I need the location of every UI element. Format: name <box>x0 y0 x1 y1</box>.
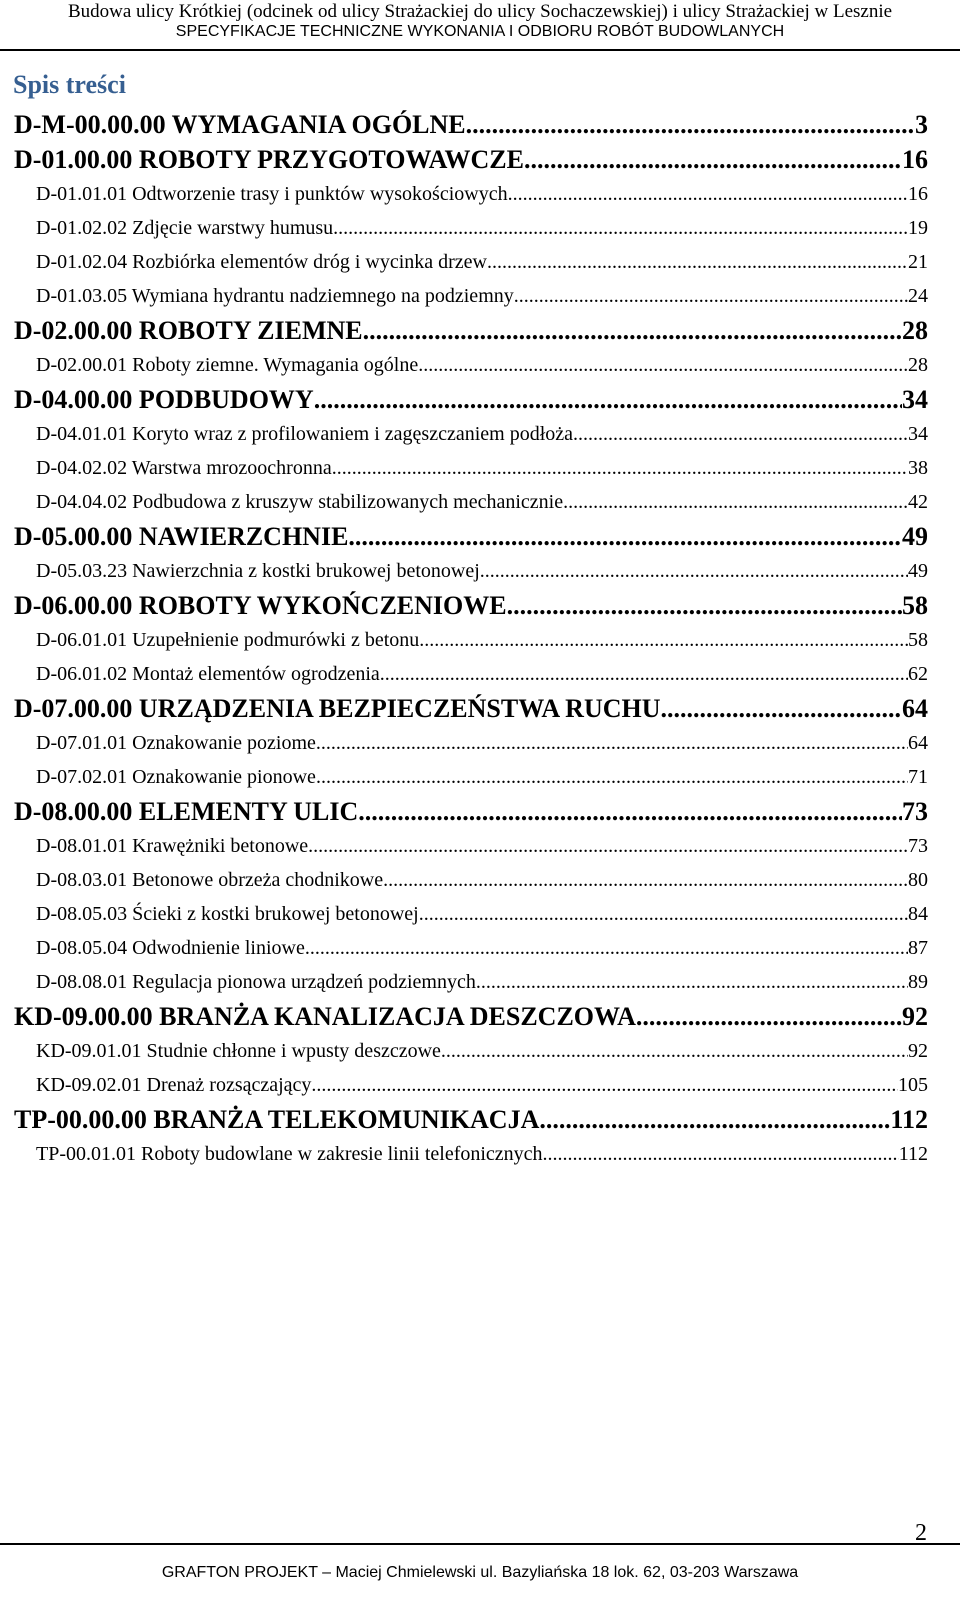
toc-entry-page: 73 <box>902 797 928 826</box>
toc-dot-leader <box>363 313 902 348</box>
toc-dot-leader <box>308 829 908 863</box>
toc-subsection-entry[interactable] <box>14 1034 928 1068</box>
toc-dot-leader <box>314 382 902 417</box>
toc-entry-label: D-04.00.00 PODBUDOWY <box>14 385 314 414</box>
toc-subsection-entry[interactable] <box>14 1137 928 1171</box>
toc-entry-label: D-08.05.04 Odwodnienie liniowe <box>36 937 305 959</box>
toc-section-entry[interactable] <box>14 313 928 348</box>
toc-subsection-entry[interactable] <box>14 863 928 897</box>
toc-entry-page: 49 <box>908 560 928 582</box>
toc-entry-label: D-06.01.01 Uzupełnienie podmurówki z betonu <box>36 629 420 651</box>
toc-subsection-entry[interactable] <box>14 177 928 211</box>
page-footer <box>0 1543 960 1609</box>
toc-dot-leader <box>441 1034 908 1068</box>
document-title: Budowa ulicy Krótkiej (odcinek od ulicy Strażackiej do ulicy Sochaczewskiej) i ulicy Strażackiej w Lesznie <box>67 1 893 22</box>
toc-entry-label: D-08.05.03 Ścieki z kostki brukowej betonowej <box>36 903 419 925</box>
toc-dot-leader <box>507 588 902 623</box>
toc-entry-page: 42 <box>908 491 928 513</box>
toc-entry-page: 112 <box>898 1143 928 1165</box>
toc-entry-page: 112 <box>890 1105 928 1134</box>
toc-entry-page: 84 <box>908 903 928 925</box>
toc-entry-label: D-01.02.02 Zdjęcie warstwy humusu <box>36 217 334 239</box>
toc-entry-page: 24 <box>908 285 928 307</box>
toc-dot-leader <box>305 931 908 965</box>
toc-entry-page: 3 <box>915 110 928 139</box>
toc-section-entry[interactable] <box>14 999 928 1034</box>
toc-dot-leader <box>476 965 908 999</box>
toc-entry-page: 87 <box>908 937 928 959</box>
toc-dot-leader <box>563 485 908 519</box>
toc-subsection-entry[interactable] <box>14 417 928 451</box>
toc-entry-label: D-01.00.00 ROBOTY PRZYGOTOWAWCZE <box>14 145 524 174</box>
toc-entry-page: 62 <box>908 663 928 685</box>
toc-entry-label: D-08.00.00 ELEMENTY ULIC <box>14 797 359 826</box>
toc-subsection-entry[interactable] <box>14 657 928 691</box>
toc-entry-label: D-01.03.05 Wymiana hydrantu nadziemnego na podziemny <box>36 285 514 307</box>
toc-subsection-entry[interactable] <box>14 451 928 485</box>
toc-entry-label: TP-00.00.00 BRANŻA TELEKOMUNIKACJA <box>14 1105 540 1134</box>
toc-entry-label: D-07.01.01 Oznakowanie poziome <box>36 732 316 754</box>
toc-entry-label: KD-09.01.01 Studnie chłonne i wpusty deszczowe <box>36 1040 441 1062</box>
toc-entry-page: 28 <box>908 354 928 376</box>
toc-subsection-entry[interactable] <box>14 897 928 931</box>
toc-section-entry[interactable] <box>14 1102 928 1137</box>
toc-entry-page: 89 <box>908 971 928 993</box>
toc-dot-leader <box>419 897 908 931</box>
toc-entry-page: 73 <box>908 835 928 857</box>
toc-entry-label: D-04.01.01 Koryto wraz z profilowaniem i zagęszczaniem podłoża <box>36 423 574 445</box>
toc-dot-leader <box>333 211 908 245</box>
toc-subsection-entry[interactable] <box>14 554 928 588</box>
toc-subsection-entry[interactable] <box>14 485 928 519</box>
toc-entry-page: 92 <box>902 1002 928 1031</box>
toc-entry-page: 16 <box>908 183 928 205</box>
toc-dot-leader <box>380 657 908 691</box>
toc-dot-leader <box>383 863 908 897</box>
toc-entry-label: D-06.00.00 ROBOTY WYKOŃCZENIOWE <box>14 591 507 620</box>
toc-entry-page: 38 <box>908 457 928 479</box>
toc-entry-page: 80 <box>908 869 928 891</box>
toc-entry-page: 16 <box>902 145 928 174</box>
toc-dot-leader <box>661 691 903 726</box>
toc-dot-leader <box>311 1068 898 1102</box>
toc-entry-label: D-07.02.01 Oznakowanie pionowe <box>36 766 316 788</box>
toc-entry-label: D-06.01.02 Montaż elementów ogrodzenia <box>36 663 380 685</box>
toc-entry-label: D-02.00.00 ROBOTY ZIEMNE <box>14 316 363 345</box>
page-header <box>0 0 960 51</box>
toc-entry-page: 64 <box>908 732 928 754</box>
toc-dot-leader <box>539 1102 890 1137</box>
toc-subsection-entry[interactable] <box>14 1068 928 1102</box>
toc-dot-leader <box>508 177 908 211</box>
toc-dot-leader <box>316 760 908 794</box>
toc-section-entry[interactable] <box>14 794 928 829</box>
toc-entry-label: D-M-00.00.00 WYMAGANIA OGÓLNE <box>14 110 466 139</box>
toc-entry-page: 21 <box>908 251 928 273</box>
toc-section-entry[interactable] <box>14 691 928 726</box>
toc-subsection-entry[interactable] <box>14 245 928 279</box>
toc-entry-label: D-05.00.00 NAWIERZCHNIE <box>14 522 349 551</box>
toc-dot-leader <box>348 519 902 554</box>
toc-entry-page: 49 <box>902 522 928 551</box>
toc-dot-leader <box>514 279 908 313</box>
toc-subsection-entry[interactable] <box>14 965 928 999</box>
toc-section-entry[interactable] <box>14 519 928 554</box>
toc-entry-page: 64 <box>902 694 928 723</box>
toc-section-entry[interactable] <box>14 382 928 417</box>
toc-dot-leader <box>543 1137 899 1171</box>
toc-dot-leader <box>358 794 902 829</box>
toc-entry-label: D-05.03.23 Nawierzchnia z kostki brukowej betonowej <box>36 560 480 582</box>
toc-entry-page: 58 <box>908 629 928 651</box>
toc-heading: Spis treści <box>13 70 126 99</box>
toc-dot-leader <box>418 348 908 382</box>
toc-subsection-entry[interactable] <box>14 829 928 863</box>
toc-subsection-entry[interactable] <box>14 760 928 794</box>
toc-entry-page: 92 <box>908 1040 928 1062</box>
toc-subsection-entry[interactable] <box>14 931 928 965</box>
toc-entry-page: 71 <box>908 766 928 788</box>
toc-subsection-entry[interactable] <box>14 623 928 657</box>
toc-dot-leader <box>480 554 908 588</box>
page-number: 2 <box>915 1520 927 1546</box>
toc-section-entry[interactable] <box>14 107 928 142</box>
toc-entry-label: D-08.01.01 Krawężniki betonowe <box>36 835 309 857</box>
toc-entry-label: D-01.01.01 Odtworzenie trasy i punktów wysokościowych <box>36 183 508 205</box>
toc-subsection-entry[interactable] <box>14 726 928 760</box>
toc-entry-label: KD-09.02.01 Drenaż rozsączający <box>36 1074 312 1096</box>
toc-dot-leader <box>573 417 908 451</box>
toc-entry-label: D-08.03.01 Betonowe obrzeża chodnikowe <box>36 869 384 891</box>
toc-entry-label: D-01.02.04 Rozbiórka elementów dróg i wycinka drzew <box>36 251 487 273</box>
toc-entry-label: D-07.00.00 URZĄDZENIA BEZPIECZEŃSTWA RUCHU <box>14 694 661 723</box>
toc-entry-page: 58 <box>902 591 928 620</box>
toc-dot-leader <box>466 107 915 142</box>
toc-entry-label: D-04.02.02 Warstwa mrozoochronna <box>36 457 332 479</box>
table-of-contents <box>14 107 928 1171</box>
toc-subsection-entry[interactable] <box>14 211 928 245</box>
toc-entry-page: 105 <box>898 1074 928 1096</box>
toc-entry-label: TP-00.01.01 Roboty budowlane w zakresie linii telefonicznych <box>36 1143 543 1165</box>
toc-entry-label: D-04.04.02 Podbudowa z kruszyw stabilizowanych mechanicznie <box>36 491 564 513</box>
toc-dot-leader <box>524 142 902 177</box>
toc-dot-leader <box>636 999 902 1034</box>
toc-subsection-entry[interactable] <box>14 348 928 382</box>
toc-dot-leader <box>487 245 908 279</box>
toc-section-entry[interactable] <box>14 142 928 177</box>
toc-entry-label: KD-09.00.00 BRANŻA KANALIZACJA DESZCZOWA <box>14 1002 636 1031</box>
toc-entry-page: 34 <box>908 423 928 445</box>
toc-entry-page: 19 <box>908 217 928 239</box>
toc-entry-label: D-08.08.01 Regulacja pionowa urządzeń podziemnych <box>36 971 476 993</box>
document-subtitle: SPECYFIKACJE TECHNICZNE WYKONANIA I ODBIORU ROBÓT BUDOWLANYCH <box>175 23 785 40</box>
toc-entry-page: 28 <box>902 316 928 345</box>
toc-section-entry[interactable] <box>14 588 928 623</box>
footer-text: GRAFTON PROJEKT – Maciej Chmielewski ul. Bazyliańska 18 lok. 62, 03-203 Warszawa <box>161 1564 799 1581</box>
toc-dot-leader <box>332 451 908 485</box>
toc-dot-leader <box>419 623 908 657</box>
toc-subsection-entry[interactable] <box>14 279 928 313</box>
toc-entry-label: D-02.00.01 Roboty ziemne. Wymagania ogólne <box>36 354 419 376</box>
toc-entry-page: 34 <box>902 385 928 414</box>
toc-dot-leader <box>316 726 908 760</box>
